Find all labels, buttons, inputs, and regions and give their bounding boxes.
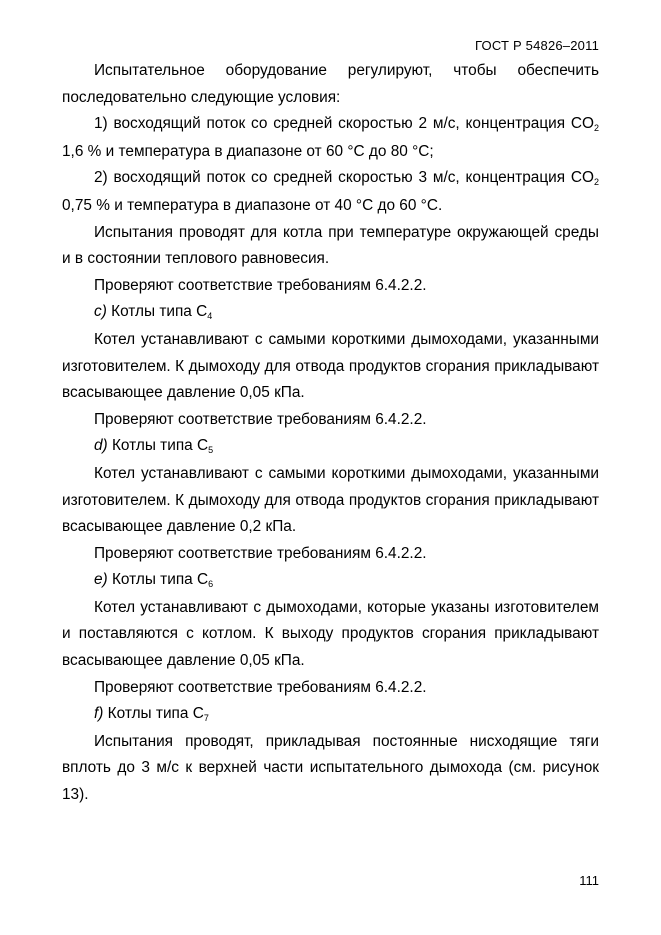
condition-2-tail: 0,75 % и температура в диапазоне от 40 °С до 60 °С. — [62, 196, 443, 214]
paragraph-check: Проверяют соответствие требованиям 6.4.2.2. — [94, 678, 427, 696]
heading-c6 — [62, 567, 599, 595]
paragraph-condition-1 — [62, 111, 599, 165]
heading-c7-text: Котлы типа C — [103, 705, 204, 723]
type-subscript: 7 — [203, 713, 209, 724]
co2-subscript: 2 — [593, 177, 599, 188]
document-body — [62, 58, 599, 809]
co2-subscript: 2 — [593, 123, 599, 134]
paragraph-check: Проверяют соответствие требованиям 6.4.2.2. — [94, 410, 427, 428]
heading-c5 — [62, 433, 599, 461]
paragraph-c4-body: Котел устанавливают с самыми короткими дымоходами, указанными изготовителем. К дымоходу для отвода продуктов сгорания прикладывают всасывающее давление 0,05 кПа. — [62, 330, 599, 402]
paragraph-test-conditions: Испытания проводят для котла при температуре окружающей среды и в состоянии теплового равновесия. — [62, 223, 599, 268]
paragraph-c6-body: Котел устанавливают с дымоходами, которые указаны изготовителем и поставляются с котлом. К выходу продуктов сгорания прикладывают всасывающее давление 0,05 кПа. — [62, 598, 599, 670]
item-label-c: c) — [94, 303, 107, 321]
paragraph-setup: Испытательное оборудование регулируют, чтобы обеспечить последовательно следующие условия: — [62, 62, 599, 106]
paragraph-c7-body: Испытания проводят, прикладывая постоянные нисходящие тяги вплоть до 3 м/с к верхней части испытательного дымохода (см. рисунок 13). — [62, 732, 599, 804]
page-number: 111 — [579, 873, 599, 888]
condition-1-tail: 1,6 % и температура в диапазоне от 60 °С до 80 °С; — [62, 142, 434, 160]
heading-c6-text: Котлы типа C — [107, 571, 209, 589]
item-label-d: d) — [94, 437, 108, 455]
type-subscript: 6 — [208, 579, 214, 590]
standard-header: ГОСТ Р 54826–2011 — [475, 38, 599, 53]
heading-c7 — [62, 701, 599, 729]
paragraph-check: Проверяют соответствие требованиям 6.4.2.2. — [94, 276, 427, 294]
condition-2-text: 2) восходящий поток со средней скоростью 3 м/с, концентрация CO — [94, 169, 594, 187]
condition-1-text: 1) восходящий поток со средней скоростью 2 м/с, концентрация CO — [94, 115, 594, 133]
paragraph-check: Проверяют соответствие требованиям 6.4.2.2. — [94, 544, 427, 562]
heading-c4 — [62, 299, 599, 327]
paragraph-c5-body: Котел устанавливают с самыми короткими дымоходами, указанными изготовителем. К дымоходу для отвода продуктов сгорания прикладывают всасывающее давление 0,2 кПа. — [62, 464, 599, 536]
item-label-e: e) — [94, 571, 108, 589]
heading-c5-text: Котлы типа C — [107, 437, 209, 455]
type-subscript: 5 — [208, 445, 214, 456]
type-subscript: 4 — [207, 311, 213, 322]
item-label-f: f) — [94, 705, 104, 723]
paragraph-condition-2 — [62, 165, 599, 219]
heading-c4-text: Котлы типа C — [106, 303, 208, 321]
